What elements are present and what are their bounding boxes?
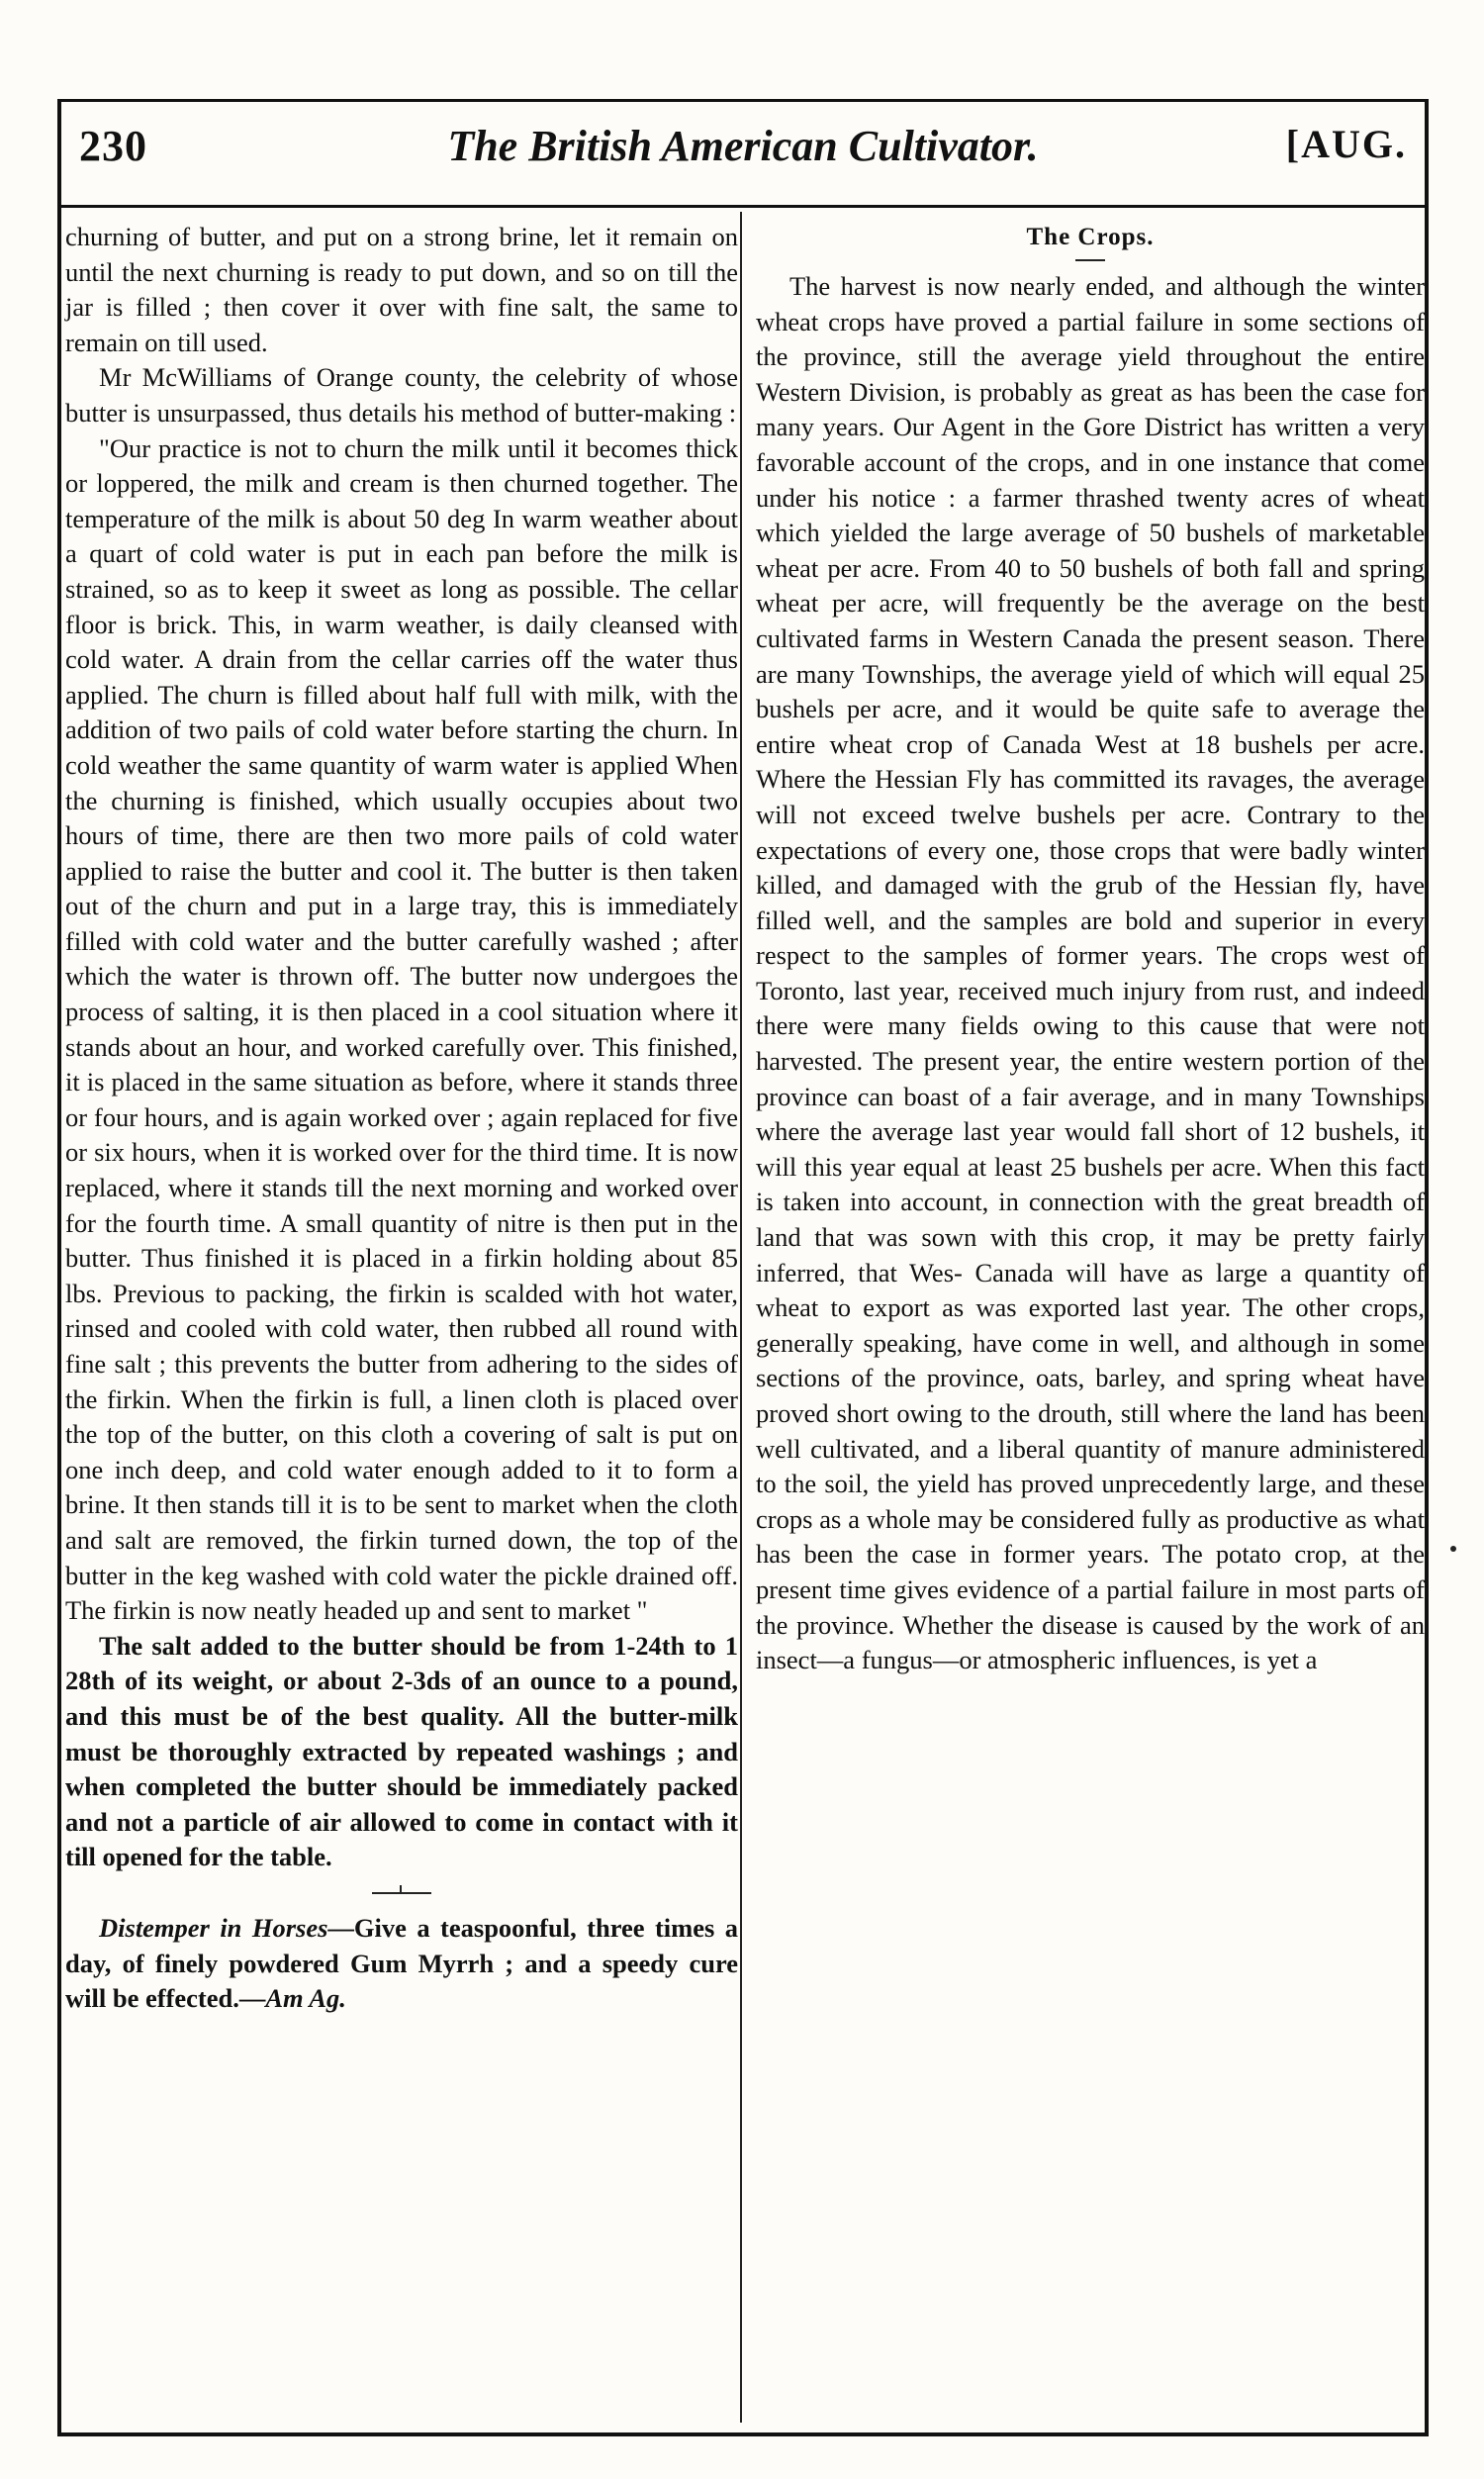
distemper-paragraph: [65, 1911, 738, 2017]
distemper-heading: Distemper in Horses: [99, 1912, 328, 1943]
page-header: [57, 111, 1429, 210]
crops-paragraph: The harvest is now nearly ended, and although the winter wheat crops have proved a partial failure in some sections of the province, still the average yield throughout the entire Western Division, is probably as great as has been the case for many years. Our Agent in the Gore District has written a very favorable account of the crops, and in one instance that come under his notice : a farmer thrashed twenty acres of wheat which yielded the large average of 50 bushels of marketable wheat per acre. From 40 to 50 bushels of both fall and spring wheat per acre, will frequently be the average on the best cultivated farms in Western Canada the present season. There are many Townships, the average yield of which will equal 25 bushels per acre, and it would be quite safe to average the entire wheat crop of Canada West at 18 bushels per acre. Where the Hessian Fly has committed its ravages, the average will not exceed twelve bushels per acre. Contrary to the expectations of every one, those crops that were badly winter killed, and damaged with the grub of the Hessian fly, have filled well, and the samples are bold and superior in every respect to the samples of former years. The crops west of Toronto, last year, received much injury from rust, and indeed there were many fields owing to this cause that were not harvested. The present year, the entire western portion of the province can boast of a fair average, and in many Townships where the average last year would fall short of 12 bushels, it will this year equal at least 25 bushels per acre. When this fact is taken into account, in connection with the great breadth of land that was sown with this crop, it may be pretty fairly inferred, that Wes- Canada will have as large a quantity of wheat to export as was exported last year. The other crops, generally speaking, have come in well, and although in some sections of the province, oats, barley, and spring wheat have proved short owing to the drouth, still where the land has been well cultivated, and a liberal quantity of manure administered to the soil, the yield has proved unprecedently large, and these crops as a whole may be considered fully as productive as what has been the case in former years. The potato crop, at the present time gives evidence of a partial failure in most parts of the province. Whether the disease is caused by the work of an insect—a fungus—or atmospheric influences, is yet a: [756, 271, 1425, 1675]
running-title: The British American Cultivator.: [447, 122, 1039, 170]
page-number: 230: [79, 122, 147, 170]
margin-speck: [1450, 1546, 1456, 1552]
title-underline: [1075, 259, 1105, 261]
column-divider: [740, 212, 742, 2423]
butter-intro-paragraph: churning of butter, and put on a strong brine, let it remain on until the next churning is ready to put down, and so on till the jar is filled ; then cover it over with fine salt, the same to remain on till used.: [65, 222, 738, 357]
distemper-text: —Give a teaspoonful, three times a day, of finely powdered Gum Myrrh ; and a speedy cure will be effected.—: [65, 1912, 738, 2014]
divider-line: [372, 1892, 431, 1894]
header-rule: [57, 205, 1429, 208]
right-column: [756, 220, 1425, 1678]
issue-month: [AUG.: [1285, 122, 1407, 166]
salt-paragraph: The salt added to the butter should be from 1-24th to 1 28th of its weight, or about 2-3ds of an ounce to a pound, and this must be of the best quality. All the butter-milk must be thoroughly extracted by repeated washings ; and when completed the butter should be immediately packed and not a particle of air allowed to come in contact with it till opened for the table.: [65, 1630, 738, 1872]
mcwilliams-paragraph: Mr McWilliams of Orange county, the celebrity of whose butter is unsurpassed, thus details his method of butter-making :: [65, 362, 738, 428]
section-divider-ornament: [372, 1885, 431, 1901]
left-column: [65, 220, 738, 2017]
distemper-source: Am Ag.: [265, 1983, 346, 2014]
butter-method-paragraph: "Our practice is not to churn the milk until it becomes thick or loppered, the milk and cream is then churned together. The temperature of the milk is about 50 deg In warm weather about a quart of cold water is put in each pan before the milk is strained, so as to keep it sweet as long as possible. The cellar floor is brick. This, in warm weather, is daily cleansed with cold water. A drain from the cellar carries off the water thus applied. The churn is filled about half full with milk, with the addition of two pails of cold water before starting the churn. In cold weather the same quantity of warm water is applied When the churning is finished, which usually occupies about two hours of time, there are then two more pails of cold water applied to raise the butter and cool it. The butter is then taken out of the churn and put in a large tray, this is immediately filled with cold water and the butter carefully washed ; after which the water is thrown off. The butter now undergoes the process of salting, it is then placed in a cool situation where it stands about an hour, and worked carefully over. This finished, it is placed in the same situation as before, where it stands three or four hours, and is again worked over ; again replaced for five or six hours, when it is worked over for the third time. It is now replaced, where it stands till the next morning and worked over for the fourth time. A small quantity of nitre is then put in the butter. Thus finished it is placed in a firkin holding about 85 lbs. Previous to packing, the firkin is scalded with hot water, rinsed and cooled with cold water, then rubbed all round with fine salt ; this prevents the butter from adhering to the sides of the firkin. When the firkin is full, a linen cloth is placed over the top of the butter, on this cloth a covering of salt is put on one inch deep, and cold water enough added to it to form a brine. It then stands till it is to be sent to market when the cloth and salt are removed, the firkin turned down, the top of the butter in the keg washed with cold water the pickle drained off. The firkin is now neatly headed up and sent to market ": [65, 432, 738, 1626]
crops-section-title: The Crops.: [1026, 224, 1155, 250]
divider-tick: [400, 1885, 402, 1893]
